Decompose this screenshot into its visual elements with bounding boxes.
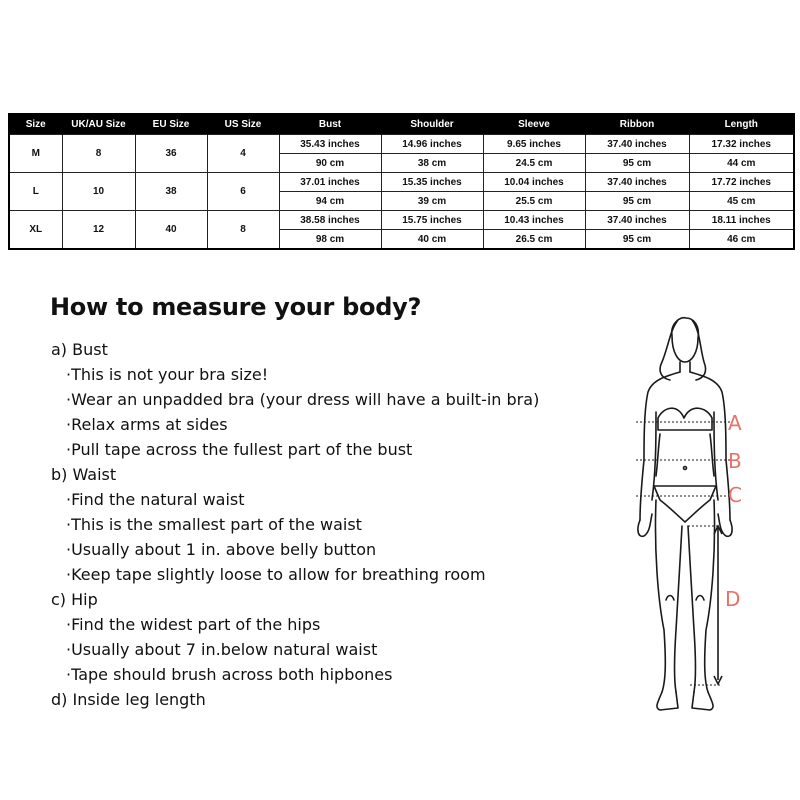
ribbon-inches-cell: 37.40 inches <box>585 211 689 230</box>
column-header-bust: Bust <box>279 114 381 135</box>
section-heading: c) Hip <box>51 590 98 609</box>
label-d: D <box>725 587 741 611</box>
column-header-size: Size <box>9 114 62 135</box>
sleeve-cm-cell: 25.5 cm <box>483 192 585 211</box>
length-inches-cell: 17.32 inches <box>689 135 794 154</box>
leg-right-inner <box>688 526 696 692</box>
size-cell: XL <box>9 211 62 250</box>
column-header-sleeve: Sleeve <box>483 114 585 135</box>
ribbon-cm-cell: 95 cm <box>585 154 689 173</box>
length-cm-cell: 44 cm <box>689 154 794 173</box>
section-heading: a) Bust <box>51 340 108 359</box>
eu-size-cell: 40 <box>135 211 207 250</box>
column-header-shoulder: Shoulder <box>381 114 483 135</box>
size-cell: L <box>9 173 62 211</box>
ribbon-inches-cell: 37.40 inches <box>585 135 689 154</box>
torso-left <box>640 372 680 520</box>
tip-item: · Usually about 1 in. above belly button <box>66 539 539 564</box>
leg-left-outer <box>655 500 665 692</box>
tip-item: · This is the smallest part of the waist <box>66 514 539 539</box>
uk-au-size-cell: 8 <box>62 135 135 173</box>
sleeve-inches-cell: 10.04 inches <box>483 173 585 192</box>
uk-au-size-cell: 10 <box>62 173 135 211</box>
guide-title: How to measure your body? <box>50 293 422 321</box>
measurement-guide <box>51 339 539 714</box>
eu-size-cell: 38 <box>135 173 207 211</box>
shoulder-inches-cell: 15.75 inches <box>381 211 483 230</box>
sleeve-inches-cell: 10.43 inches <box>483 211 585 230</box>
us-size-cell: 4 <box>207 135 279 173</box>
sleeve-inches-cell: 9.65 inches <box>483 135 585 154</box>
table-row <box>9 173 794 192</box>
tip-item: · Wear an unpadded bra (your dress will have a built-in bra) <box>66 389 539 414</box>
table-header-row <box>9 114 794 135</box>
us-size-cell: 6 <box>207 173 279 211</box>
guide-section-waist <box>51 464 539 589</box>
leg-right-outer <box>705 500 715 692</box>
section-heading: b) Waist <box>51 465 117 484</box>
column-header-us-size: US Size <box>207 114 279 135</box>
section-heading: d) Inside leg length <box>51 690 206 709</box>
ribbon-cm-cell: 95 cm <box>585 192 689 211</box>
bust-inches-cell: 38.58 inches <box>279 211 381 230</box>
length-cm-cell: 46 cm <box>689 230 794 250</box>
shoulder-cm-cell: 38 cm <box>381 154 483 173</box>
column-header-ribbon: Ribbon <box>585 114 689 135</box>
tip-item: · Pull tape across the fullest part of the bust <box>66 439 539 464</box>
bust-cm-cell: 94 cm <box>279 192 381 211</box>
tip-item: · Tape should brush across both hipbones <box>66 664 539 689</box>
bust-cm-cell: 98 cm <box>279 230 381 250</box>
label-c: C <box>728 483 742 507</box>
uk-au-size-cell: 12 <box>62 211 135 250</box>
label-b: B <box>728 449 742 473</box>
guide-section-bust <box>51 339 539 464</box>
us-size-cell: 8 <box>207 211 279 250</box>
belly-button <box>684 467 687 470</box>
length-cm-cell: 45 cm <box>689 192 794 211</box>
ribbon-cm-cell: 95 cm <box>585 230 689 250</box>
leg-left-inner <box>675 526 683 692</box>
bust-cm-cell: 90 cm <box>279 154 381 173</box>
shoulder-cm-cell: 39 cm <box>381 192 483 211</box>
shoulder-inches-cell: 15.35 inches <box>381 173 483 192</box>
tip-item: · Keep tape slightly loose to allow for breathing room <box>66 564 539 589</box>
neck-shape <box>680 362 690 372</box>
tip-item: · Find the widest part of the hips <box>66 614 539 639</box>
ribbon-inches-cell: 37.40 inches <box>585 173 689 192</box>
sleeve-cm-cell: 26.5 cm <box>483 230 585 250</box>
briefs-shape <box>654 486 716 522</box>
bra-shape <box>658 408 712 430</box>
size-cell: M <box>9 135 62 173</box>
shoulder-cm-cell: 40 cm <box>381 230 483 250</box>
torso-right <box>690 372 730 520</box>
guide-section-hip <box>51 589 539 689</box>
length-inches-cell: 18.11 inches <box>689 211 794 230</box>
table-row <box>9 135 794 154</box>
body-measurement-figure <box>600 300 800 720</box>
label-a: A <box>728 411 742 435</box>
column-header-eu-size: EU Size <box>135 114 207 135</box>
bust-inches-cell: 35.43 inches <box>279 135 381 154</box>
column-header-uk-au-size: UK/AU Size <box>62 114 135 135</box>
tip-item: · This is not your bra size! <box>66 364 539 389</box>
eu-size-cell: 36 <box>135 135 207 173</box>
knees <box>666 596 704 601</box>
tip-item: · Find the natural waist <box>66 489 539 514</box>
column-header-length: Length <box>689 114 794 135</box>
guide-section-inside-leg <box>51 689 539 714</box>
size-chart-table <box>8 113 795 250</box>
tip-item: · Usually about 7 in.below natural waist <box>66 639 539 664</box>
bust-inches-cell: 37.01 inches <box>279 173 381 192</box>
inside-leg-arrow <box>714 526 722 684</box>
length-inches-cell: 17.72 inches <box>689 173 794 192</box>
feet <box>657 692 713 710</box>
table-row <box>9 211 794 230</box>
sleeve-cm-cell: 24.5 cm <box>483 154 585 173</box>
shoulder-inches-cell: 14.96 inches <box>381 135 483 154</box>
tip-item: · Relax arms at sides <box>66 414 539 439</box>
